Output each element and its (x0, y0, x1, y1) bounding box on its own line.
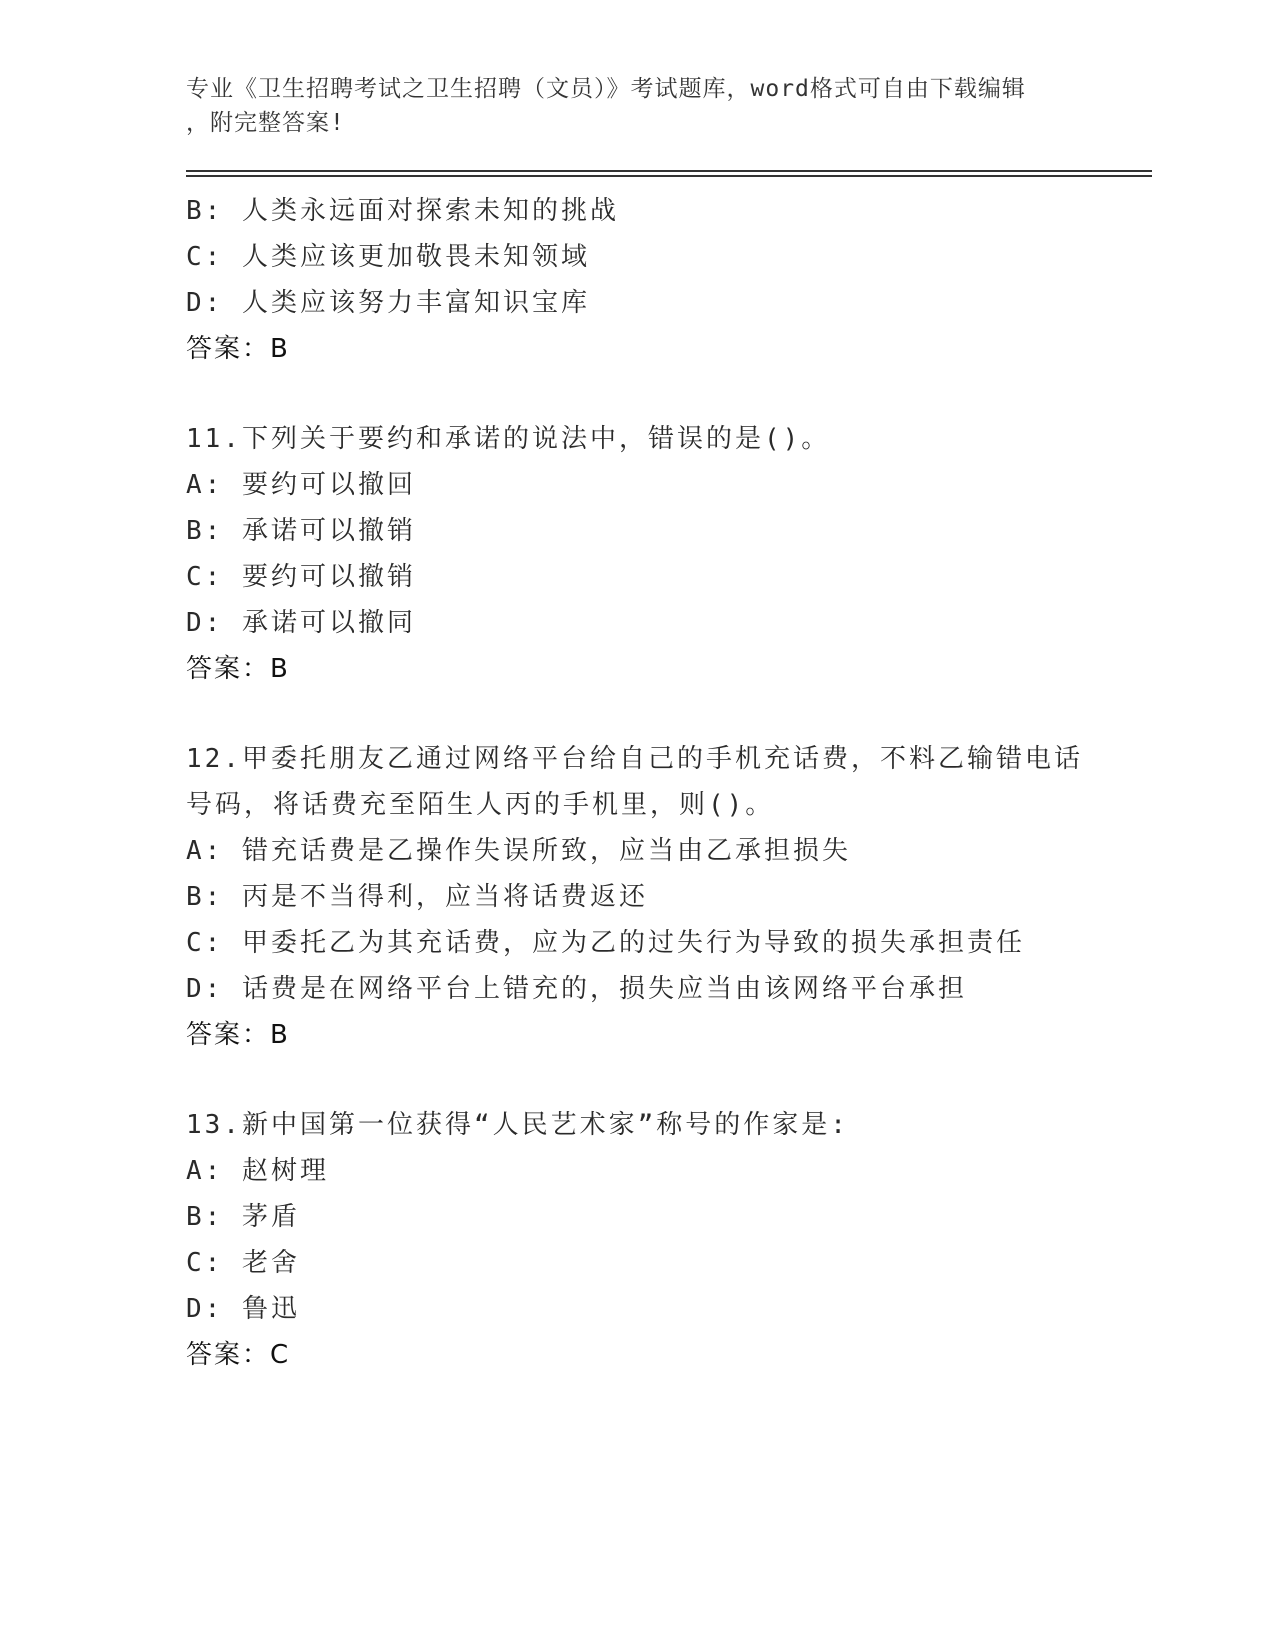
option-c: C: 甲委托乙为其充话费，应为乙的过失行为导致的损失承担责任 (186, 928, 1025, 958)
option-b: B: 茅盾 (186, 1202, 300, 1232)
option-d: D: 话费是在网络平台上错充的，损失应当由该网络平台承担 (186, 974, 967, 1004)
answer-line: 答案：B (186, 334, 290, 364)
option-b: B: 承诺可以撤销 (186, 516, 416, 546)
option-a: A: 错充话费是乙操作失误所致，应当由乙承担损失 (186, 836, 851, 866)
option-d: D: 人类应该努力丰富知识宝库 (186, 288, 590, 318)
option-c: C: 人类应该更加敬畏未知领域 (186, 242, 590, 272)
question-content (186, 188, 1086, 1378)
option-c: C: 老舍 (186, 1248, 300, 1278)
option-a: A: 要约可以撤回 (186, 470, 416, 500)
question-block-11 (186, 416, 1086, 692)
answer-line: 答案：B (186, 1020, 290, 1050)
question-stem: 11.下列关于要约和承诺的说法中，错误的是()。 (186, 424, 831, 454)
header-line-2: ，附完整答案! (186, 110, 345, 136)
option-c: C: 要约可以撤销 (186, 562, 416, 592)
option-b: B: 丙是不当得利，应当将话费返还 (186, 882, 648, 912)
option-d: D: 鲁迅 (186, 1294, 300, 1324)
question-block-13 (186, 1102, 1086, 1378)
question-block-12 (186, 736, 1086, 1058)
option-b: B: 人类永远面对探索未知的挑战 (186, 196, 619, 226)
question-stem-line-1: 12.甲委托朋友乙通过网络平台给自己的手机充话费，不料乙输错电话 (186, 744, 1083, 774)
document-header (186, 72, 1066, 140)
option-d: D: 承诺可以撤同 (186, 608, 416, 638)
answer-line: 答案：C (186, 1340, 291, 1370)
question-stem-line-2: 号码，将话费充至陌生人丙的手机里，则()。 (186, 790, 775, 820)
question-stem: 13.新中国第一位获得“人民艺术家”称号的作家是: (186, 1110, 849, 1140)
answer-line: 答案：B (186, 654, 290, 684)
header-rule-top (186, 170, 1152, 172)
option-a: A: 赵树理 (186, 1156, 329, 1186)
header-rule-bottom (186, 175, 1152, 177)
question-block-10 (186, 188, 1086, 372)
header-line-1: 专业《卫生招聘考试之卫生招聘（文员）》考试题库，word格式可自由下载编辑 (186, 76, 1026, 102)
